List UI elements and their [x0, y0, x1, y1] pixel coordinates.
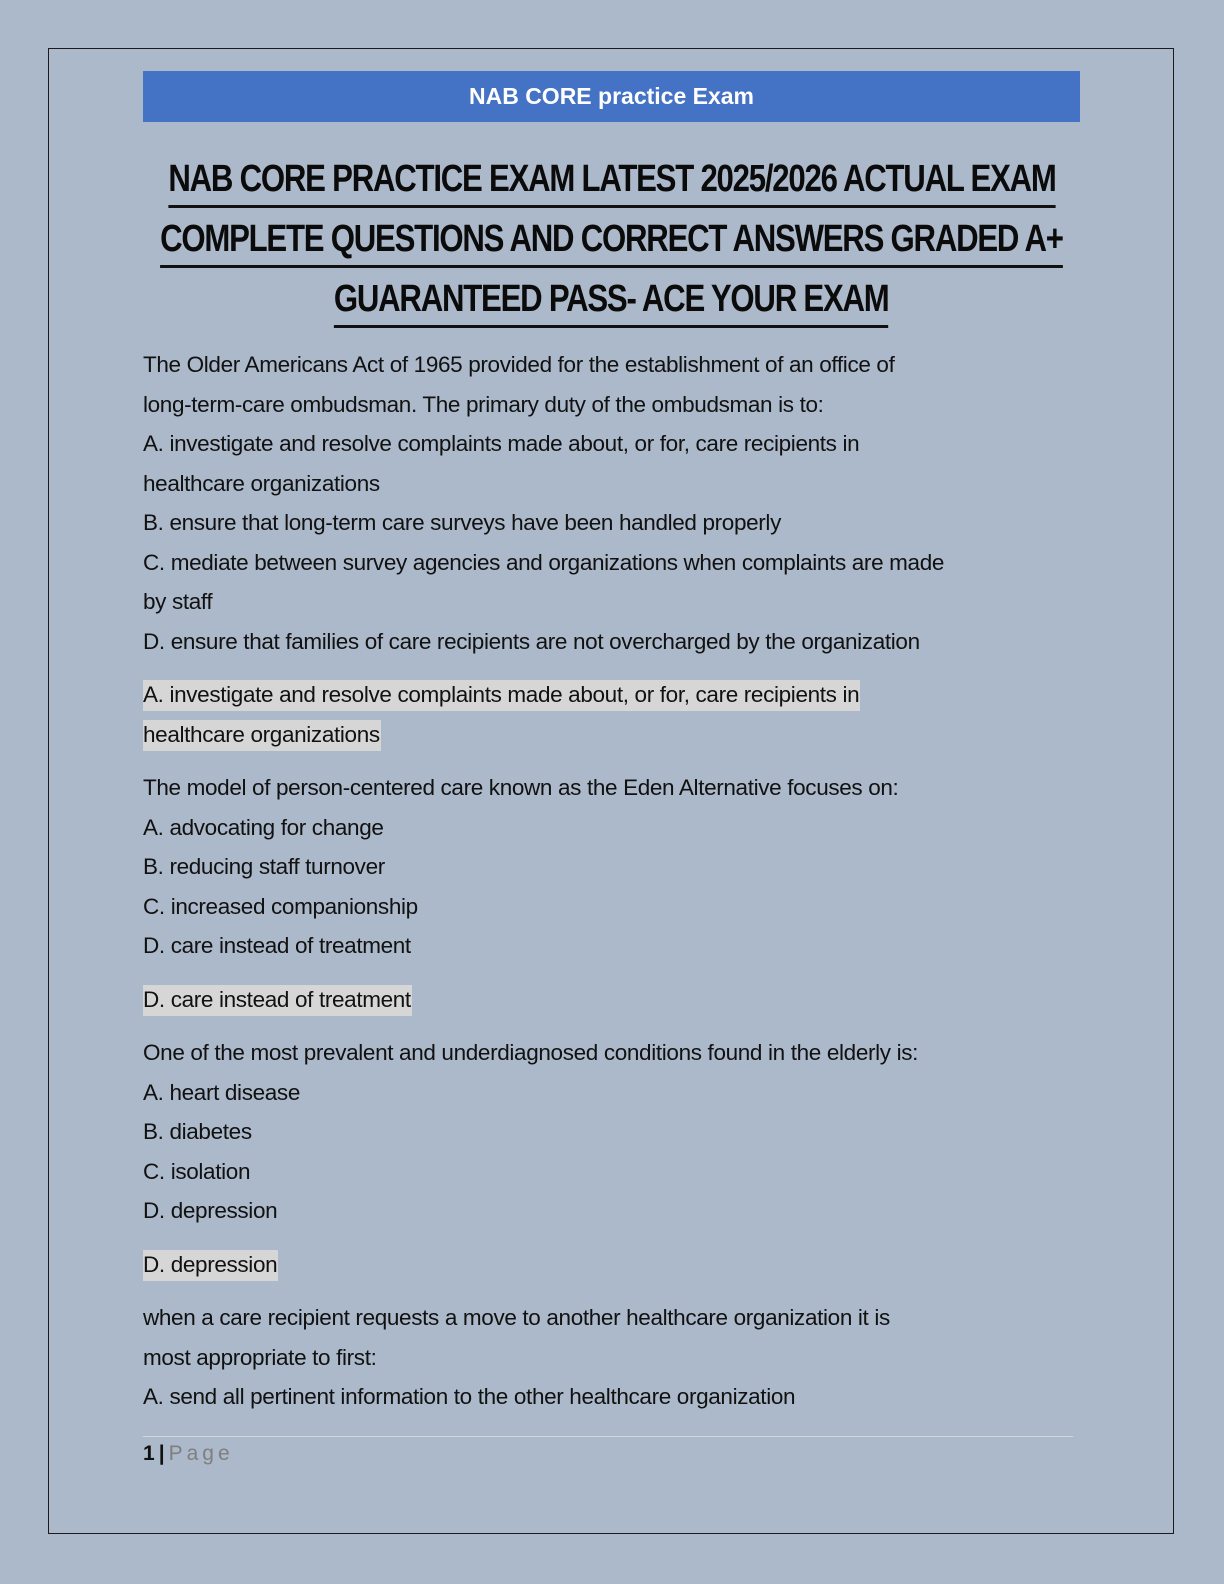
question-text: The Older Americans Act of 1965 provided for the establishment of an office of [143, 352, 895, 377]
title-line: GUARANTEED PASS- ACE YOUR EXAM [334, 276, 889, 328]
question-block [143, 768, 1083, 966]
question-text: most appropriate to first: [143, 1344, 377, 1370]
correct-answer [143, 675, 1083, 754]
answer-option: B. reducing staff turnover [143, 854, 385, 879]
answer-option: healthcare organizations [143, 470, 380, 496]
question-block [143, 345, 1083, 661]
answer-option: C. increased companionship [143, 893, 418, 919]
page-number: 1 [143, 1442, 155, 1465]
header-banner [143, 71, 1080, 122]
header-banner-text: NAB CORE practice Exam [468, 83, 755, 109]
question-block [143, 1033, 1083, 1231]
title-line: COMPLETE QUESTIONS AND CORRECT ANSWERS GRADED A+ [160, 216, 1063, 268]
question-text: when a care recipient requests a move to another healthcare organization it is [143, 1305, 890, 1330]
question-block [143, 1298, 1083, 1417]
footer-separator: | [158, 1442, 165, 1465]
question-text: The model of person-centered care known as the Eden Alternative focuses on: [143, 775, 899, 800]
answer-option: A. send all pertinent information to the other healthcare organization [143, 1384, 796, 1409]
page-footer [143, 1440, 234, 1468]
answer-option: A. advocating for change [143, 814, 384, 840]
answer-option: D. depression [143, 1198, 278, 1223]
correct-answer [143, 980, 1083, 1020]
question-text: long-term-care ombudsman. The primary duty of the ombudsman is to: [143, 391, 824, 417]
document-title [143, 152, 1080, 332]
answer-option: B. ensure that long-term care surveys have been handled properly [143, 510, 781, 535]
page-label: Page [168, 1442, 234, 1465]
answer-option: by staff [143, 589, 213, 614]
title-line: NAB CORE PRACTICE EXAM LATEST 2025/2026 ACTUAL EXAM [168, 156, 1055, 208]
document-body [143, 345, 1083, 1417]
answer-option: D. care instead of treatment [143, 933, 411, 958]
correct-answer-text: D. depression [143, 1250, 278, 1281]
correct-answer-text: healthcare organizations [143, 720, 381, 751]
correct-answer [143, 1245, 1083, 1285]
answer-option: C. isolation [143, 1158, 251, 1184]
correct-answer-text: D. care instead of treatment [143, 985, 412, 1016]
question-text: One of the most prevalent and underdiagnosed conditions found in the elderly is: [143, 1040, 919, 1065]
answer-option: D. ensure that families of care recipients are not overcharged by the organization [143, 628, 920, 654]
answer-option: C. mediate between survey agencies and organizations when complaints are made [143, 549, 945, 575]
answer-option: A. heart disease [143, 1079, 300, 1105]
footer-divider [143, 1436, 1073, 1437]
correct-answer-text: A. investigate and resolve complaints made about, or for, care recipients in [143, 680, 860, 711]
answer-option: B. diabetes [143, 1119, 252, 1144]
answer-option: A. investigate and resolve complaints made about, or for, care recipients in [143, 431, 860, 456]
